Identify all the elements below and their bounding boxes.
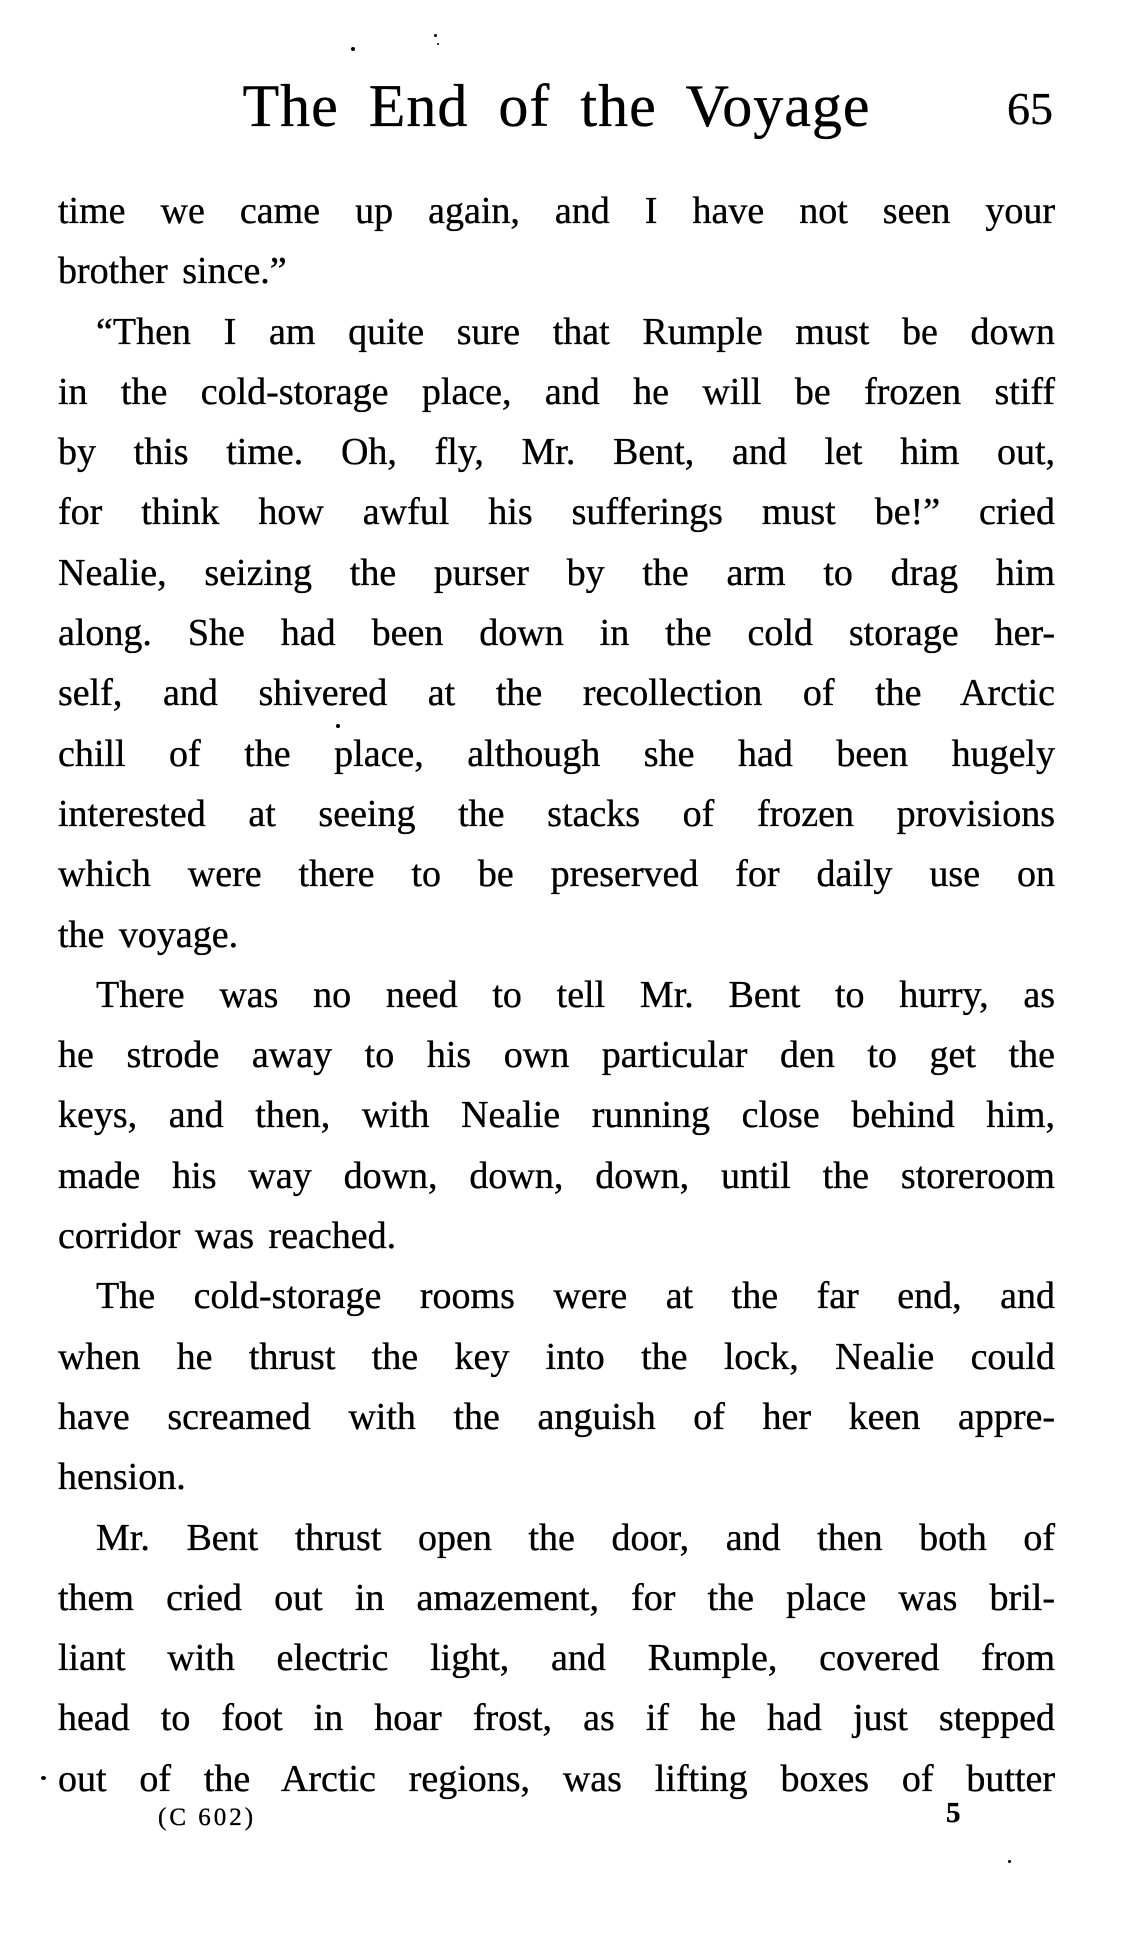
text-line: chill of the place, although she had been hugely [58,732,1055,775]
text-line: for think how awful his sufferings must be!” cried [58,491,1055,534]
text-line: have screamed with the anguish of her keen appre- [58,1395,1055,1438]
text-line: made his way down, down, down, until the storeroom [58,1154,1055,1197]
scan-speck [41,1776,46,1780]
scan-speck [1008,1860,1011,1863]
page-footer [58,1799,1055,1845]
text-line: head to foot in hoar frost, as if he had just stepped [58,1697,1055,1740]
scan-speck [437,43,439,45]
text-line: The cold-storage rooms were at the far end, and [96,1275,1055,1318]
text-line: when he thrust the key into the lock, Nealie could [58,1335,1055,1378]
text-line: corridor was reached. [58,1215,397,1258]
chapter-title: The End of the Voyage [242,73,871,139]
body-text [58,181,1055,1809]
scan-speck [351,47,355,51]
text-line: he strode away to his own particular den to get the [58,1034,1055,1077]
text-line: keys, and then, with Nealie running close behind him, [58,1094,1055,1137]
text-line: the voyage. [58,913,239,956]
page-number: 65 [1007,83,1053,134]
text-line: “Then I am quite sure that Rumple must be down [96,310,1055,353]
text-line: in the cold-storage place, and he will be frozen stiff [58,370,1055,413]
text-line: interested at seeing the stacks of frozen provisions [58,792,1055,835]
text-line: There was no need to tell Mr. Bent to hurry, as [96,973,1055,1016]
scan-speck [336,724,340,728]
page-header [58,73,1055,156]
printer-signature: (C 602) [158,1804,257,1831]
text-line: which were there to be preserved for daily use on [58,853,1055,896]
text-line: self, and shivered at the recollection of the Arctic [58,672,1055,715]
text-line: liant with electric light, and Rumple, covered from [58,1637,1055,1680]
scan-speck [434,34,437,37]
text-line: out of the Arctic regions, was lifting boxes of butter [58,1757,1055,1800]
text-line: time we came up again, and I have not seen your [58,190,1055,232]
text-line: Nealie, seizing the purser by the arm to drag him [58,551,1055,594]
text-line: hension. [58,1456,186,1499]
text-line: Mr. Bent thrust open the door, and then both of [96,1516,1055,1559]
text-line: by this time. Oh, fly, Mr. Bent, and let him out, [58,431,1055,474]
text-line: them cried out in amazement, for the place was bril- [58,1576,1055,1619]
sheet-number: 5 [946,1797,961,1829]
text-line: brother since.” [58,250,287,293]
text-line: along. She had been down in the cold storage her- [58,612,1055,655]
